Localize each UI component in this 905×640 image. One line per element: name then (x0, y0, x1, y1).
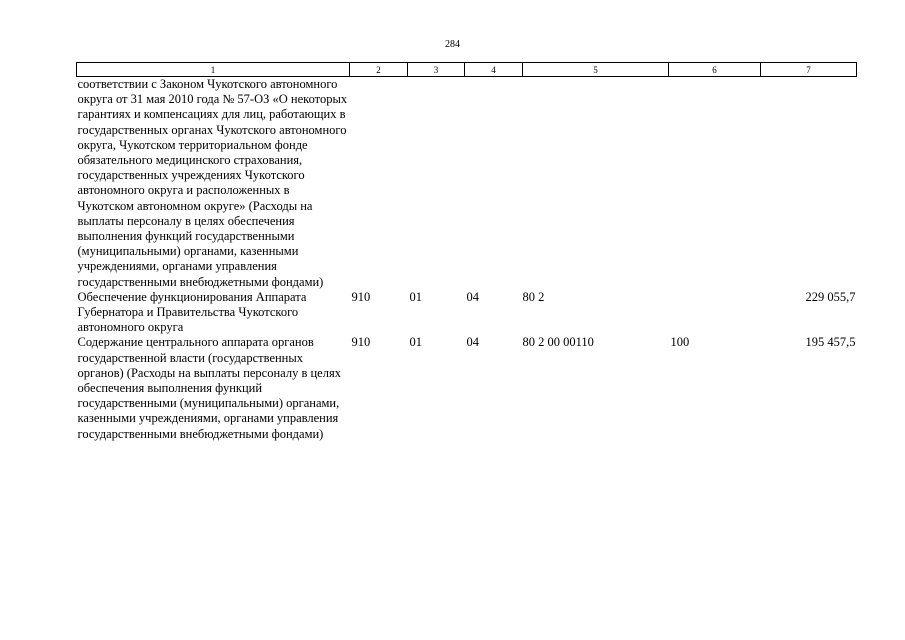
row-name: Обеспечение функционирования Аппарата Губернатора и Правительства Чукотского автономного округа (77, 289, 307, 335)
table-row (77, 77, 857, 290)
row-vr: 100 (670, 335, 690, 350)
table-row (77, 335, 857, 441)
column-number-1: 1 (77, 63, 350, 77)
row-csr: 80 2 00 00110 (522, 335, 594, 350)
row-gr (350, 77, 408, 290)
row-pr: 04 (466, 289, 479, 304)
column-number-5: 5 (523, 63, 669, 77)
row-gr: 910 (351, 289, 371, 304)
budget-table (76, 62, 857, 442)
row-vr (669, 290, 761, 336)
column-number-6: 6 (669, 63, 761, 77)
row-sum (761, 77, 857, 290)
column-number-row (77, 63, 857, 77)
row-rz: 01 (409, 289, 422, 304)
row-sum: 229 055,7 (805, 289, 856, 304)
row-pr (465, 77, 523, 290)
row-pr: 04 (466, 335, 479, 350)
row-name: Содержание центрального аппарата органов государственной власти (государственных органов) (Расходы на выплаты персоналу в целях обеспечения выполнения функций государственными (муниципальными) органами, казенными учреждениями, органами управления государственными внебюджетными фондами) (77, 335, 341, 441)
row-vr (669, 77, 761, 290)
row-rz (408, 77, 465, 290)
row-sum: 195 457,5 (805, 335, 856, 350)
row-name: соответствии с Законом Чукотского автономного округа от 31 мая 2010 года № 57-ОЗ «О некоторых гарантиях и компенсациях для лиц, работающих в государственных органах Чукотского автономного округа, Чукотском территориальном фонде обязательного медицинского страхования, государственных учреждениях Чукотского автономного округа и расположенных в Чукотском автономном округе» (Расходы на выплаты персоналу в целях обеспечения выполнения функций государственными (муниципальными) органами, казенными учреждениями, органами управления государственными внебюджетными фондами) (77, 77, 348, 289)
table-row (77, 290, 857, 336)
row-gr: 910 (351, 335, 371, 350)
column-number-7: 7 (761, 63, 857, 77)
column-number-2: 2 (350, 63, 408, 77)
page-number: 284 (445, 39, 460, 50)
column-number-4: 4 (465, 63, 523, 77)
column-number-3: 3 (408, 63, 465, 77)
row-csr (523, 77, 669, 290)
row-csr: 80 2 (522, 289, 545, 304)
row-rz: 01 (409, 335, 422, 350)
